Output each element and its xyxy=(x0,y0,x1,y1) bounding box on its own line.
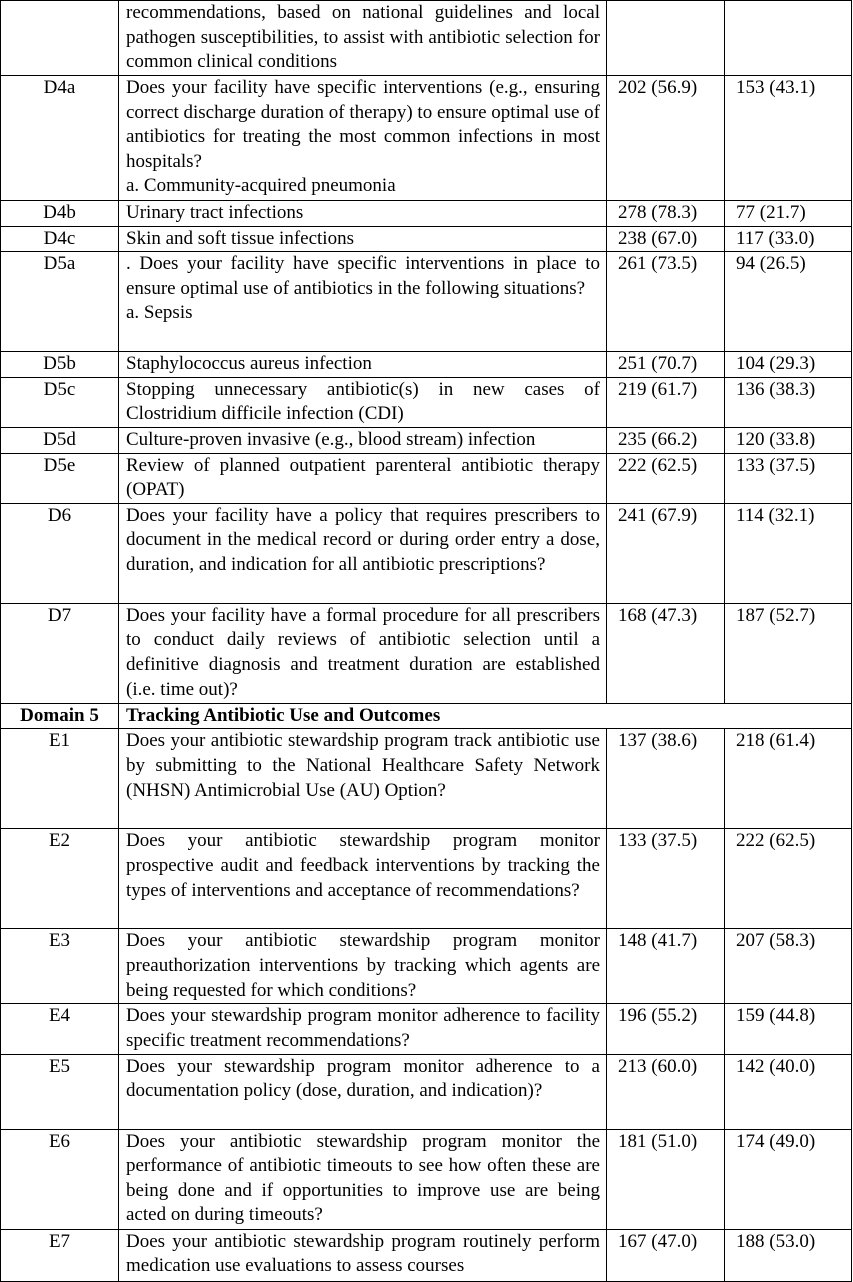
item-question: Urinary tract infections xyxy=(119,201,607,227)
item-code xyxy=(1,1,119,76)
item-code: D5a xyxy=(1,252,119,352)
no-count: 114 (32.1) xyxy=(725,503,852,603)
no-count: 207 (58.3) xyxy=(725,929,852,1004)
item-code: D4b xyxy=(1,201,119,227)
table-row xyxy=(1,1,852,76)
item-question: Stopping unnecessary antibiotic(s) in new cases of Clostridium difficile infection (CDI) xyxy=(119,377,607,427)
domain-title: Tracking Antibiotic Use and Outcomes xyxy=(119,703,852,729)
table-row xyxy=(1,829,852,929)
no-count: 94 (26.5) xyxy=(725,252,852,352)
item-code: D4a xyxy=(1,76,119,201)
item-code: D4c xyxy=(1,226,119,252)
yes-count: 235 (66.2) xyxy=(607,427,725,453)
question-text: Does your facility have specific interventions (e.g., ensuring correct discharge duration of therapy) to ensure optimal use of antibiotics for treating the most common infections in most hospitals? xyxy=(126,77,600,172)
item-question: Does your antibiotic stewardship program monitor the performance of antibiotic timeouts to see how often these are being done and if opportunities to improve use are being acted on during timeouts? xyxy=(119,1129,607,1229)
yes-count: 219 (61.7) xyxy=(607,377,725,427)
no-count: 187 (52.7) xyxy=(725,603,852,703)
no-count xyxy=(725,1,852,76)
item-code: E4 xyxy=(1,1004,119,1054)
no-count: 120 (33.8) xyxy=(725,427,852,453)
question-text: . Does your facility have specific interventions in place to ensure optimal use of antibiotics in the following situations? xyxy=(126,253,600,299)
item-question: Does your antibiotic stewardship program track antibiotic use by submitting to the National Healthcare Safety Network (NHSN) Antimicrobial Use (AU) Option? xyxy=(119,729,607,829)
yes-count: 222 (62.5) xyxy=(607,453,725,503)
item-question: Does your antibiotic stewardship program monitor preauthorization interventions by tracking which agents are being requested for which conditions? xyxy=(119,929,607,1004)
table-row xyxy=(1,503,852,603)
table-row xyxy=(1,427,852,453)
item-question: Does your facility have a formal procedure for all prescribers to conduct daily reviews of antibiotic selection until a definitive diagnosis and treatment duration are established (i.e. time out)? xyxy=(119,603,607,703)
item-question: Does your stewardship program monitor adherence to facility specific treatment recommendations? xyxy=(119,1004,607,1054)
item-code: E1 xyxy=(1,729,119,829)
question-subitem: a. Sepsis xyxy=(126,302,193,324)
table-row xyxy=(1,252,852,352)
table-row xyxy=(1,377,852,427)
item-code: D5c xyxy=(1,377,119,427)
no-count: 133 (37.5) xyxy=(725,453,852,503)
no-count: 174 (49.0) xyxy=(725,1129,852,1229)
item-question: Skin and soft tissue infections xyxy=(119,226,607,252)
no-count: 222 (62.5) xyxy=(725,829,852,929)
item-code: E7 xyxy=(1,1229,119,1281)
no-count: 188 (53.0) xyxy=(725,1229,852,1281)
yes-count: 137 (38.6) xyxy=(607,729,725,829)
no-count: 159 (44.8) xyxy=(725,1004,852,1054)
yes-count: 213 (60.0) xyxy=(607,1054,725,1129)
yes-count: 241 (67.9) xyxy=(607,503,725,603)
yes-count: 202 (56.9) xyxy=(607,76,725,201)
item-code: E3 xyxy=(1,929,119,1004)
no-count: 77 (21.7) xyxy=(725,201,852,227)
table-row xyxy=(1,201,852,227)
no-count: 218 (61.4) xyxy=(725,729,852,829)
item-code: E6 xyxy=(1,1129,119,1229)
yes-count: 148 (41.7) xyxy=(607,929,725,1004)
yes-count: 167 (47.0) xyxy=(607,1229,725,1281)
no-count: 142 (40.0) xyxy=(725,1054,852,1129)
table-row xyxy=(1,352,852,378)
no-count: 117 (33.0) xyxy=(725,226,852,252)
domain-label: Domain 5 xyxy=(1,703,119,729)
table-row xyxy=(1,453,852,503)
domain-header-row xyxy=(1,703,852,729)
no-count: 153 (43.1) xyxy=(725,76,852,201)
item-code: E2 xyxy=(1,829,119,929)
yes-count: 196 (55.2) xyxy=(607,1004,725,1054)
table-row xyxy=(1,76,852,201)
table-row xyxy=(1,603,852,703)
table-row xyxy=(1,1129,852,1229)
item-question: Staphylococcus aureus infection xyxy=(119,352,607,378)
item-question: Culture-proven invasive (e.g., blood stream) infection xyxy=(119,427,607,453)
item-question: Does your antibiotic stewardship program routinely perform medication use evaluations to assess courses xyxy=(119,1229,607,1281)
yes-count xyxy=(607,1,725,76)
item-code: D5e xyxy=(1,453,119,503)
yes-count: 133 (37.5) xyxy=(607,829,725,929)
item-question xyxy=(119,252,607,352)
table-row xyxy=(1,1229,852,1281)
item-question: Review of planned outpatient parenteral antibiotic therapy (OPAT) xyxy=(119,453,607,503)
yes-count: 278 (78.3) xyxy=(607,201,725,227)
item-question: recommendations, based on national guidelines and local pathogen susceptibilities, to assist with antibiotic selection for common clinical conditions xyxy=(119,1,607,76)
table-row xyxy=(1,729,852,829)
yes-count: 181 (51.0) xyxy=(607,1129,725,1229)
item-question xyxy=(119,76,607,201)
item-code: D7 xyxy=(1,603,119,703)
item-code: E5 xyxy=(1,1054,119,1129)
item-question: Does your stewardship program monitor adherence to a documentation policy (dose, duration, and indication)? xyxy=(119,1054,607,1129)
item-code: D5b xyxy=(1,352,119,378)
table-row xyxy=(1,1054,852,1129)
item-question: Does your facility have a policy that requires prescribers to document in the medical record or during order entry a dose, duration, and indication for all antibiotic prescriptions? xyxy=(119,503,607,603)
yes-count: 251 (70.7) xyxy=(607,352,725,378)
table-row xyxy=(1,929,852,1004)
no-count: 104 (29.3) xyxy=(725,352,852,378)
no-count: 136 (38.3) xyxy=(725,377,852,427)
yes-count: 168 (47.3) xyxy=(607,603,725,703)
item-code: D5d xyxy=(1,427,119,453)
question-subitem: a. Community-acquired pneumonia xyxy=(126,175,396,197)
yes-count: 238 (67.0) xyxy=(607,226,725,252)
yes-count: 261 (73.5) xyxy=(607,252,725,352)
table-row xyxy=(1,226,852,252)
item-question: Does your antibiotic stewardship program monitor prospective audit and feedback interventions by tracking the types of interventions and acceptance of recommendations? xyxy=(119,829,607,929)
item-code: D6 xyxy=(1,503,119,603)
table-row xyxy=(1,1004,852,1054)
